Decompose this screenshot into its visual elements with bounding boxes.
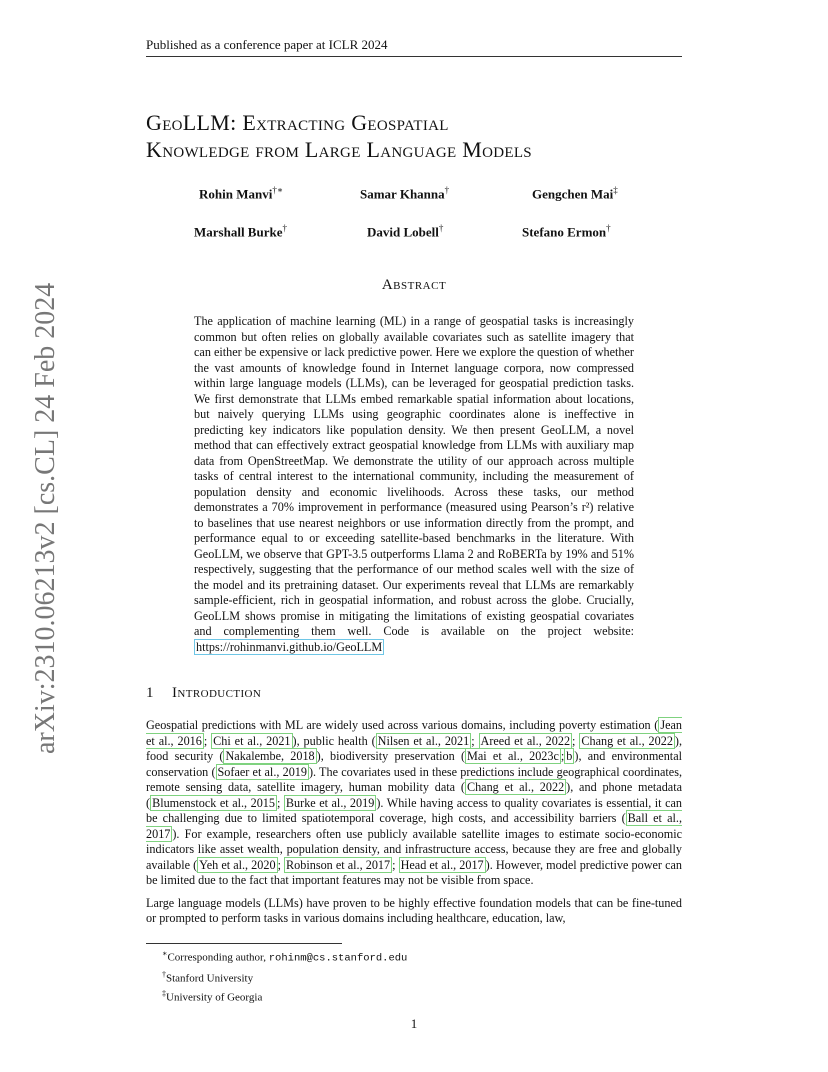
text-run: ;	[560, 749, 565, 763]
section-number: 1	[146, 685, 154, 701]
paper-title	[146, 109, 706, 163]
section-title: Introduction	[172, 685, 262, 701]
author-row-2	[146, 220, 682, 258]
citation-link[interactable]: Head et al., 2017	[400, 857, 484, 872]
text-run: ). While having access to quality covariates is essential, it can be challenging due to limited spatiotemporal coverage, high costs, and accessibility barriers (	[146, 795, 682, 825]
citation-link[interactable]: Ball et al., 2017	[146, 811, 682, 841]
author: Gengchen Mai‡	[532, 185, 618, 202]
project-website-link[interactable]: https://rohinmanvi.github.io/GeoLLM	[196, 639, 383, 654]
abstract-text: The application of machine learning (ML) in a range of geospatial tasks is increasingly common but often relies on globally available covariates such as satellite imagery that can either be expensive or lack predictive power. Here we explore the question of whether the vast amounts of knowledge found in Internet language corpora, now compressed within large language models (LLMs), can be leveraged for geospatial prediction tasks. We first demonstrate that LLMs embed remarkable spatial information about locations, but naively querying LLMs using geographic coordinates alone is ineffective in predicting key indicators like population density. We then present GeoLLM, a novel method that can effectively extract geospatial knowledge from LLMs with auxiliary map data from OpenStreetMap. We demonstrate the utility of our approach across multiple tasks of central interest to the international community, including the measurement of population density and economic livelihoods. Across these tasks, our method demonstrates a 70% improvement in performance (measured using Pearson’s r²) relative to baselines that use nearest neighbors or use information directly from the prompt, and performance equal to or exceeding satellite-based benchmarks in the literature. With GeoLLM, we observe that GPT-3.5 outperforms Llama 2 and RoBERTa by 19% and 51% respectively, suggesting that the performance of our method scales well with the size of the model and its pretraining dataset. Our experiments reveal that LLMs are remarkably sample-efficient, rich in geospatial information, and robust across the globe. Crucially, GeoLLM shows promise in mitigating the limitations of existing geospatial covariates and complementing them well. Code is available on the project website: https://rohinmanvi.github.io/GeoLLM	[194, 314, 634, 654]
citation-link[interactable]: Jean et al., 2016	[146, 718, 682, 748]
citation-link[interactable]: Nakalembe, 2018	[225, 749, 315, 763]
text-run: ;	[277, 795, 284, 810]
author: Rohin Manvi†∗	[199, 185, 283, 202]
introduction-body	[146, 718, 682, 934]
citation-link[interactable]: Yeh et al., 2020	[199, 857, 276, 872]
citation-link[interactable]: Burke et al., 2019	[285, 795, 375, 810]
citation-link[interactable]: b	[566, 749, 573, 763]
section-heading	[146, 684, 682, 702]
text-run: ;	[572, 733, 580, 748]
citation-link[interactable]: Mai et al., 2023c	[467, 749, 559, 763]
text-run: ), public health (	[292, 733, 376, 748]
citation-link[interactable]: Chi et al., 2021	[213, 733, 291, 748]
text-run: ), and environmental conservation (	[146, 749, 682, 779]
author-block	[146, 182, 682, 258]
author: Samar Khanna†	[360, 185, 450, 202]
abstract-heading: Abstract	[381, 277, 447, 293]
text-run: Geospatial predictions with ML are widely used across various domains, including poverty estimation (	[146, 718, 659, 732]
citation-link[interactable]: Chang et al., 2022	[581, 733, 673, 748]
citation-link[interactable]: Robinson et al., 2017	[286, 857, 391, 872]
footnotes	[162, 946, 682, 1006]
text-run: ). The covariates used in these predictions include geographical coordinates, remote sensing data, satellite imagery, human mobility data (	[146, 764, 682, 794]
header-rule	[146, 56, 682, 57]
intro-paragraph-2: Large language models (LLMs) have proven to be highly effective foundation models that can be fine-tuned or prompted to perform tasks in various domains including healthcare, education, law,	[146, 895, 682, 925]
arxiv-stamp: arXiv:2310.06213v2 [cs.CL] 24 Feb 2024	[30, 282, 61, 754]
footnote-rule	[146, 943, 342, 944]
author: David Lobell†	[367, 223, 444, 240]
text-run: ), biodiversity preservation (	[316, 749, 466, 763]
text-run: ). For example, researchers often use publicly available satellite images to estimate socio-economic indicators like asset wealth, population density, and infrastructure access, because they are free and globally available (	[146, 826, 682, 872]
page-number: 1	[410, 1016, 418, 1031]
text-run: ;	[392, 857, 399, 872]
citation-link[interactable]: Areed et al., 2022	[480, 733, 571, 748]
citation-link[interactable]: Nilsen et al., 2021	[377, 733, 470, 748]
running-header: Published as a conference paper at ICLR 2024	[146, 37, 388, 52]
citation-link[interactable]: Chang et al., 2022	[466, 780, 565, 794]
citation-link[interactable]: Blumenstock et al., 2015	[152, 795, 275, 810]
title-line-1: GeoLLM: Extracting Geospatial	[146, 110, 449, 135]
footnote: ∗Corresponding author, rohinm@cs.stanford.edu	[162, 949, 408, 965]
text-run: ;	[277, 857, 285, 872]
footnote: †Stanford University	[162, 969, 254, 985]
author-row-1	[146, 182, 682, 220]
text-run: ), food security (	[146, 733, 683, 763]
text-run: ), and phone metadata (	[146, 780, 682, 810]
intro-paragraph-1	[146, 718, 682, 889]
author: Marshall Burke†	[194, 223, 287, 240]
author-email: rohinm@cs.stanford.edu	[268, 952, 408, 965]
footnote: ‡University of Georgia	[162, 989, 263, 1004]
citation-link[interactable]: Sofaer et al., 2019	[217, 764, 307, 779]
text-run: ;	[471, 733, 479, 748]
author: Stefano Ermon†	[522, 223, 611, 240]
text-run: ;	[203, 733, 212, 748]
title-line-2: Knowledge from Large Language Models	[146, 137, 532, 162]
text-run: ). However, model predictive power can be limited due to the fact that important features may not be visible from space.	[146, 857, 682, 887]
